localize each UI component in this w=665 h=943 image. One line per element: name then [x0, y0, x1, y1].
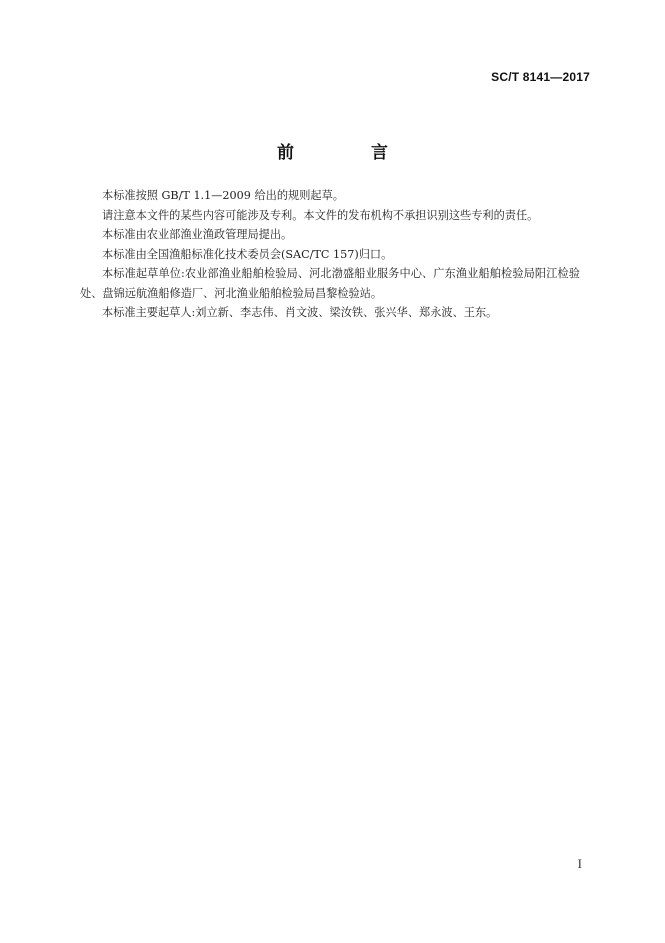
paragraph-drafting-rules: 本标准按照 GB/T 1.1—2009 给出的规则起草。	[102, 189, 344, 202]
paragraph-drafters: 本标准主要起草人:刘立新、李志伟、肖文波、梁汝铁、张兴华、郑永波、王东。	[102, 306, 498, 319]
standard-code: SC/T 8141—2017	[491, 70, 590, 84]
paragraph-proposer: 本标准由农业部渔业渔政管理局提出。	[102, 228, 293, 241]
paragraph-drafting-units: 本标准起草单位:农业部渔业船舶检验局、河北渤盛船业服务中心、广东渔业船舶检验局阳江检验处、盘锦远航渔船修造厂、河北渔业船舶检验局昌黎检验站。	[80, 267, 580, 300]
page-title: 前 言	[277, 143, 418, 163]
paragraph-committee: 本标准由全国渔船标准化技术委员会(SAC/TC 157)归口。	[102, 247, 393, 261]
page-number: I	[577, 856, 582, 871]
paragraph-patent-notice: 请注意本文件的某些内容可能涉及专利。本文件的发布机构不承担识别这些专利的责任。	[102, 208, 539, 222]
foreword-body	[80, 186, 580, 323]
